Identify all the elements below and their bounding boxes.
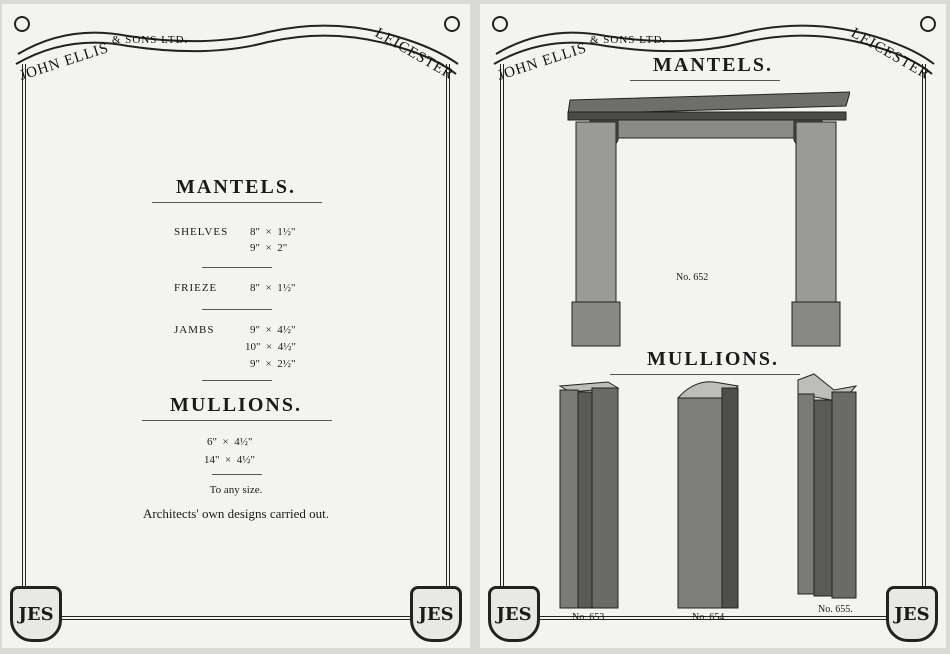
mullion-caption: No. 654 <box>692 612 725 623</box>
jambs-row: 10" × 4½" <box>245 341 296 353</box>
maker-name: JOHN ELLIS <box>495 40 589 84</box>
mantel-illustration <box>560 88 850 350</box>
city-name: LEICESTER <box>372 25 457 84</box>
divider <box>152 202 322 203</box>
jambs-row: 9" × 2½" <box>250 358 296 370</box>
monogram-shield-icon: JES <box>10 586 62 642</box>
shelves-row: 9" × 2" <box>250 242 288 254</box>
divider <box>202 309 272 310</box>
mantels-heading: MANTELS. <box>653 54 773 76</box>
shelves-label: SHELVES <box>174 226 229 238</box>
mullion-655-illustration <box>794 372 864 602</box>
maker-name: JOHN ELLIS <box>17 40 111 84</box>
mullions-heading: MULLIONS. <box>170 394 302 416</box>
jambs-row: 9" × 4½" <box>250 324 296 336</box>
sons-label: & SONS LTD. <box>590 34 667 46</box>
divider <box>212 474 262 475</box>
frieze-row: 8" × 1½" <box>250 282 296 294</box>
mullion-caption: No. 653 <box>572 612 605 623</box>
divider <box>630 80 780 81</box>
divider <box>202 267 272 268</box>
mullion-caption: No. 655. <box>818 604 853 615</box>
divider <box>202 380 272 381</box>
monogram-shield-icon: JES <box>488 586 540 642</box>
right-catalogue-page <box>480 4 946 648</box>
divider <box>142 420 332 421</box>
mullion-654-illustration <box>674 378 744 612</box>
mullion-row: 6" × 4½" <box>207 436 253 448</box>
shelves-row: 8" × 1½" <box>250 226 296 238</box>
mantels-heading: MANTELS. <box>176 176 296 198</box>
mantel-caption: No. 652 <box>676 272 709 283</box>
frieze-label: FRIEZE <box>174 282 218 294</box>
sons-label: & SONS LTD. <box>112 34 189 46</box>
mullions-heading: MULLIONS. <box>647 348 779 370</box>
divider <box>610 374 800 375</box>
architects-note: Architects' own designs carried out. <box>142 506 330 521</box>
city-name: LEICESTER <box>848 25 933 84</box>
monogram-shield-icon: JES <box>886 586 938 642</box>
jambs-label: JAMBS <box>174 324 215 336</box>
monogram-shield-icon: JES <box>410 586 462 642</box>
left-catalogue-page <box>2 4 470 648</box>
mullion-653-illustration <box>554 378 624 612</box>
mullion-row: 14" × 4½" <box>204 454 255 466</box>
page-border <box>22 64 450 620</box>
any-size-note: To any size. <box>209 484 263 496</box>
